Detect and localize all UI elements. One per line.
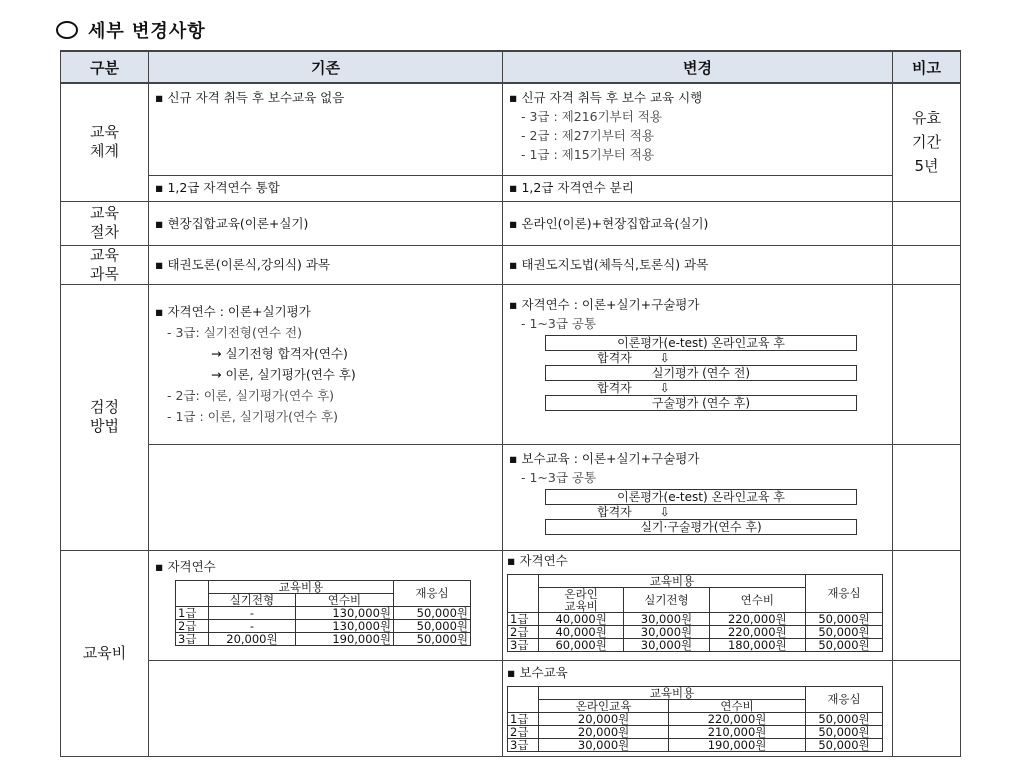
exam-after-qualification: ▪ 자격연수 : 이론+실기+구술평가 - 1~3급 공통 이론평가(e-test) 온라인교육 후 합격자 ⇩ 실기평가 (연수 전) 합격자 ⇩ 구술평가 (연수 후) [503,284,893,444]
row-exam [61,284,961,444]
header-row [61,51,961,83]
row-fee [61,550,961,660]
header-after: 변경 [503,51,893,83]
exam-after-refresher: ▪ 보수교육 : 이론+실기+구술평가 - 1~3급 공통 이론평가(e-test) 온라인교육 후 합격자 ⇩ 실기·구술평가(연수 후) [503,444,893,550]
fee-after-refresher: ▪ 보수교육 교육비용 재응심 온라인교육 연수비 1급 20,000원 220,000원 50,000원 2급 20,000원 210,000원 50,000원 3급 30,000원 190,000원 50,000원 [503,660,893,756]
exam-flow-qualification: 이론평가(e-test) 온라인교육 후 합격자 ⇩ 실기평가 (연수 전) 합격자 ⇩ 구술평가 (연수 후) [545,335,857,411]
fee-table-after-qualification: 교육비용 재응심 온라인 교육비 실기전형 연수비 1급 40,000원 30,000원 220,000원 50,000원 2급 40,000원 30,000원 220,000원 50,000원 3급 60,000원 30,000원 180,000원 50,000원 [507,574,883,652]
flow-box-practical: 실기평가 (연수 전) [545,365,857,381]
row-exam-2 [61,444,961,550]
header-before: 기존 [149,51,503,83]
fee-after-qualification: ▪ 자격연수 교육비용 재응심 온라인 교육비 실기전형 연수비 1급 40,000원 30,000원 220,000원 50,000원 2급 40,000원 30,000원 220,000원 50,000원 3급 60,000원 30,000원 180,000원 50,000원 [503,550,893,660]
exam-flow-refresher: 이론평가(e-test) 온라인교육 후 합격자 ⇩ 실기·구술평가(연수 후) [545,489,857,535]
down-arrow-icon: ⇩ [659,380,670,395]
exam-note-2 [893,444,961,550]
down-arrow-icon: ⇩ [659,350,670,365]
table-row: 1급 40,000원 30,000원 220,000원 50,000원 [508,612,883,625]
exam-before-2 [149,444,503,550]
table-row: 3급 20,000원 190,000원 50,000원 [176,632,471,645]
fee-note-2 [893,660,961,756]
subject-note [893,245,961,284]
fee-before-2 [149,660,503,756]
row-edu-system-2 [61,175,961,201]
fee-table-after-refresher: 교육비용 재응심 온라인교육 연수비 1급 20,000원 220,000원 50,000원 2급 20,000원 210,000원 50,000원 3급 30,000원 190,000원 50,000원 [507,686,883,752]
category-edu-system: 교육 체계 [61,83,149,201]
table-row: 3급 30,000원 190,000원 50,000원 [508,738,883,751]
flow-box-oral: 구술평가 (연수 후) [545,395,857,411]
row-procedure [61,201,961,245]
circle-bullet-icon [56,21,78,39]
table-row: 2급 20,000원 210,000원 50,000원 [508,725,883,738]
down-arrow-icon: ⇩ [659,504,670,519]
edu-system-after: ▪ 신규 자격 취득 후 보수 교육 시행 - 3급 : 제216기부터 적용 - 2급 : 제27기부터 적용 - 1급 : 제15기부터 적용 [503,83,893,175]
note-valid-period: 유효 기간 5년 [893,83,961,201]
header-category: 구분 [61,51,149,83]
flow-box-theory: 이론평가(e-test) 온라인교육 후 [545,489,857,505]
category-subject: 교육 과목 [61,245,149,284]
table-row: 1급 20,000원 220,000원 50,000원 [508,712,883,725]
procedure-after: ▪ 온라인(이론)+현장집합교육(실기) [503,201,893,245]
subject-before: ▪ 태권도론(이론식,강의식) 과목 [149,245,503,284]
category-fee: 교육비 [61,550,149,756]
table-row: 1급 - 130,000원 50,000원 [176,606,471,619]
row-fee-2 [61,660,961,756]
category-procedure: 교육 절차 [61,201,149,245]
header-note: 비고 [893,51,961,83]
page-title: 세부 변경사항 [88,21,206,42]
table-row: 2급 40,000원 30,000원 220,000원 50,000원 [508,625,883,638]
category-exam: 검정 방법 [61,284,149,550]
flow-box-theory: 이론평가(e-test) 온라인교육 후 [545,335,857,351]
row-subject [61,245,961,284]
change-table [60,50,961,757]
procedure-note [893,201,961,245]
fee-table-before: 교육비용 재응심 실기전형 연수비 1급 - 130,000원 50,000원 2급 - 130,000원 50,000원 3급 20,000원 190,000원 50,000원 [175,580,471,646]
section-heading [56,16,206,44]
exam-note [893,284,961,444]
row-edu-system [61,83,961,175]
edu-system-after-2: ▪ 1,2급 자격연수 분리 [503,175,893,201]
fee-note [893,550,961,660]
procedure-before: ▪ 현장집합교육(이론+실기) [149,201,503,245]
fee-before: ▪ 자격연수 교육비용 재응심 실기전형 연수비 1급 - 130,000원 50,000원 2급 - 130,000원 50,000원 3급 20,000원 190,000원 50,000원 [149,550,503,660]
edu-system-before-2: ▪ 1,2급 자격연수 통합 [149,175,503,201]
edu-system-before: ▪ 신규 자격 취득 후 보수교육 없음 [149,83,503,175]
table-row: 2급 - 130,000원 50,000원 [176,619,471,632]
exam-before: ▪ 자격연수 : 이론+실기평가 - 3급: 실기전형(연수 전) → 실기전형 합격자(연수) → 이론, 실기평가(연수 후) - 2급: 이론, 실기평가(연수 후) - 1급 : 이론, 실기평가(연수 후) [149,284,503,444]
flow-box-practical-oral: 실기·구술평가(연수 후) [545,519,857,535]
subject-after: ▪ 태권도지도법(체득식,토론식) 과목 [503,245,893,284]
table-row: 3급 60,000원 30,000원 180,000원 50,000원 [508,638,883,651]
